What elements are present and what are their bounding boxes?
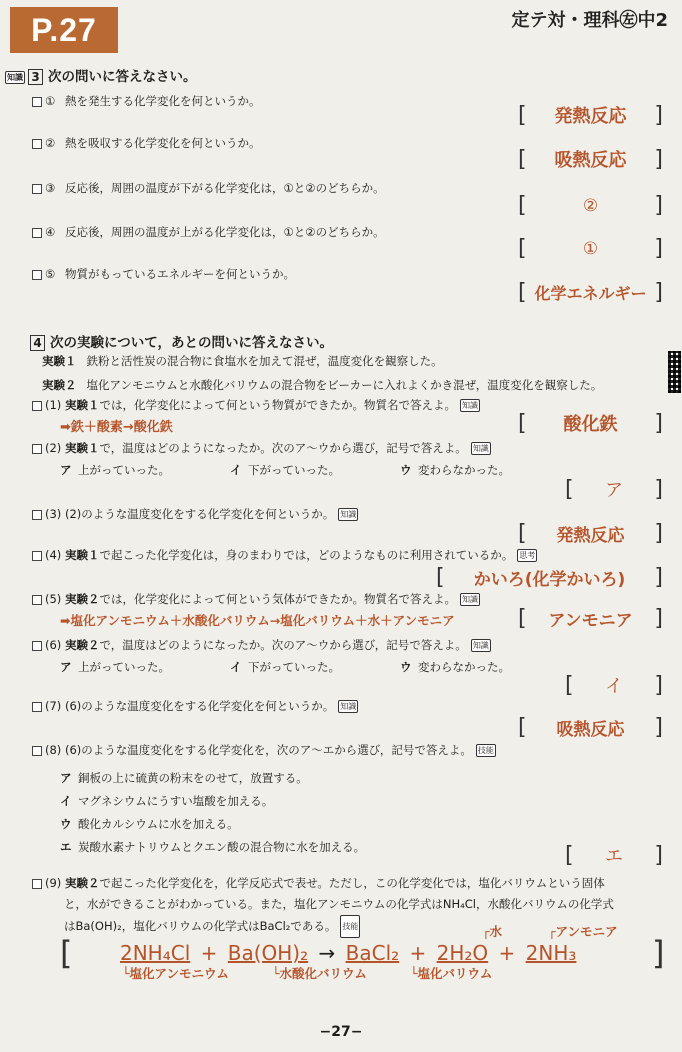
answer-box-4-4: [ かいろ(化学かいろ) ] (436, 565, 663, 590)
answer: イ (605, 676, 623, 697)
answer-box-4-6: [ イ ] (565, 672, 663, 698)
equation-bracket-right: ] (652, 934, 665, 972)
answer: かいろ(化学かいろ) (473, 570, 626, 590)
checkbox[interactable] (32, 702, 42, 712)
knowledge-tag: 知識 (7, 72, 23, 82)
checkbox[interactable] (32, 401, 42, 411)
section-number: 3 (28, 69, 43, 85)
label-ammonium-chloride: └塩化アンモニウム (122, 966, 229, 981)
chemical-equation: 2NH₄Cl + Ba(OH)₂ → BaCl₂ + 2H₂O + 2NH₃ (120, 941, 577, 965)
answer: エ (605, 846, 623, 867)
checkbox[interactable] (32, 228, 42, 238)
checkbox[interactable] (32, 595, 42, 605)
section-4-heading (30, 331, 333, 351)
question-4-4: (4) 実験１で起こった化学変化は，身のまわりでは，どのようなものに利用されているか。 思考 (32, 547, 537, 563)
answer-box-4-7: [ 吸熱反応 ] (518, 715, 663, 740)
checkbox[interactable] (32, 444, 42, 454)
options-4-6: ア 上がっていった。 イ 下がっていった。 ウ 変わらなかった。 (60, 660, 510, 674)
knowledge-badge: 知識 (472, 641, 489, 650)
knowledge-badge: 知識 (340, 510, 357, 519)
answer-box-3: [ ② ] (518, 193, 663, 218)
term-ammonium-chloride: 2NH₄Cl (120, 941, 191, 965)
section-title: 次の実験について，あとの問いに答えなさい。 (50, 335, 333, 351)
question-4-3: (3) (2)のような温度変化をする化学変化を何というか。 知識 (32, 506, 358, 522)
checkbox[interactable] (32, 641, 42, 651)
qr-code (668, 351, 681, 393)
experiment-2: 実験２ 塩化アンモニウムと水酸化バリウムの混合物をビーカーに入れよくかき混ぜ，温度変化を観察した。 (42, 378, 603, 392)
options-4-2: ア 上がっていった。 イ 下がっていった。 ウ 変わらなかった。 (60, 463, 510, 477)
question-4-8: (8) (6)のような温度変化をする化学変化を，次のア～エから選び，記号で答えよ。 技能 (32, 742, 496, 758)
term-barium-chloride: BaCl₂ (345, 941, 400, 965)
skill-badge: 技能 (477, 746, 494, 755)
checkbox[interactable] (32, 551, 42, 561)
answer: 化学エネルギー (534, 284, 647, 303)
answer-box-2: [ 吸熱反応 ] (518, 146, 663, 172)
page-number: −27− (319, 1024, 363, 1040)
label-barium-chloride: └塩化バリウム (410, 966, 493, 981)
answer: 吸熱反応 (554, 150, 627, 171)
answer: ア (605, 480, 623, 501)
hint-4-1: ➡鉄＋酸素→酸化鉄 (60, 420, 173, 435)
knowledge-badge: 知識 (472, 444, 489, 453)
answer: 吸熱反応 (556, 720, 625, 740)
answer: 発熱反応 (556, 526, 625, 546)
checkbox[interactable] (32, 879, 42, 889)
answer-box-4-5: [ アンモニア ] (518, 606, 663, 631)
question-4-5: (5) 実験２では，化学変化によって何という気体ができたか。物質名で答えよ。 知識 (32, 591, 480, 607)
term-barium-hydroxide: Ba(OH)₂ (227, 941, 309, 965)
question-4-2: (2) 実験１で，温度はどのようになったか。次のア～ウから選び，記号で答えよ。 知識 (32, 440, 491, 456)
checkbox[interactable] (32, 97, 42, 107)
answer-box-4-3: [ 発熱反応 ] (518, 521, 663, 546)
knowledge-badge: 知識 (462, 595, 478, 604)
answer-box-5: [ 化学エネルギー ] (518, 280, 663, 305)
label-ammonia: ┌アンモニア (548, 924, 618, 939)
checkbox[interactable] (32, 510, 42, 520)
section-3-heading (5, 65, 197, 85)
answer-box-4-1: [ 酸化鉄 ] (518, 410, 663, 436)
answer-box-4-2: [ ア ] (565, 476, 663, 502)
section-number: 4 (30, 335, 45, 351)
answer: 酸化鉄 (563, 414, 618, 435)
answer: ② (582, 195, 599, 216)
question-3: ③ 反応後，周囲の温度が下がる化学変化は，①と②のどちらか。 (32, 180, 385, 196)
question-4-6: (6) 実験２で，温度はどのようになったか。次のア～ウから選び，記号で答えよ。 知識 (32, 637, 491, 653)
question-2: ② 熱を吸収する化学変化を何というか。 (32, 135, 261, 151)
answer-box-4: [ ① ] (518, 236, 663, 261)
checkbox[interactable] (32, 139, 42, 149)
label-water: ┌水 (482, 924, 503, 939)
answer-box-4-8: [ エ ] (565, 842, 663, 868)
question-4-7: (7) (6)のような温度変化をする化学変化を何というか。 知識 (32, 698, 358, 714)
page-tag: P.27 (10, 7, 118, 53)
equation-bracket-left: [ (60, 934, 73, 972)
checkbox[interactable] (32, 746, 42, 756)
question-4-1: (1) 実験１では，化学変化によって何という物質ができたか。物質名で答えよ。 知識 (32, 397, 480, 413)
question-4: ④ 反応後，周囲の温度が上がる化学変化は，①と②のどちらか。 (32, 224, 385, 240)
question-5: ⑤ 物質がもっているエネルギーを何というか。 (32, 266, 295, 282)
checkbox[interactable] (32, 270, 42, 280)
section-title: 次の問いに答えなさい。 (48, 69, 197, 85)
question-1: ① 熱を発生する化学変化を何というか。 (32, 93, 261, 109)
checkbox[interactable] (32, 184, 42, 194)
thinking-badge: 思考 (519, 551, 536, 560)
experiment-1: 実験１ 鉄粉と活性炭の混合物に食塩水を加えて混ぜ，温度変化を観察した。 (42, 354, 443, 368)
knowledge-badge: 知識 (462, 401, 478, 410)
term-water: 2H₂O (436, 941, 489, 965)
label-barium-hydroxide: └水酸化バリウム (272, 966, 367, 981)
knowledge-badge: 知識 (340, 702, 357, 711)
answer-box-1: [ 発熱反応 ] (518, 102, 663, 128)
book-title: 定テ対・理科㊧中2 (511, 10, 668, 31)
answer: アンモニア (548, 611, 633, 631)
answer: ① (582, 238, 599, 259)
hint-4-5: ➡塩化アンモニウム＋水酸化バリウム→塩化バリウム＋水＋アンモニア (60, 613, 455, 628)
question-4-9: (9) 実験２で起こった化学変化を，化学反応式で表せ。ただし，この化学変化では，塩化バリウムという固体 と，水ができることがわかっている。また，塩化アンモニウムの化学式はNH₄Cl，水酸化バリウムの化学式 はBa(OH)₂，塩化バリウムの化学式はBaCl₂である。 技能 (32, 873, 614, 938)
answer: 発熱反応 (554, 106, 627, 127)
skill-badge: 技能 (340, 915, 360, 938)
options-4-8: ア 銅板の上に硫黄の粉末をのせて，放置する。 イ マグネシウムにうすい塩酸を加える。 ウ 酸化カルシウムに水を加える。 エ 炭酸水素ナトリウムとクエン酸の混合物に水を加える。 (60, 771, 366, 854)
term-ammonia: 2NH₃ (525, 941, 577, 965)
